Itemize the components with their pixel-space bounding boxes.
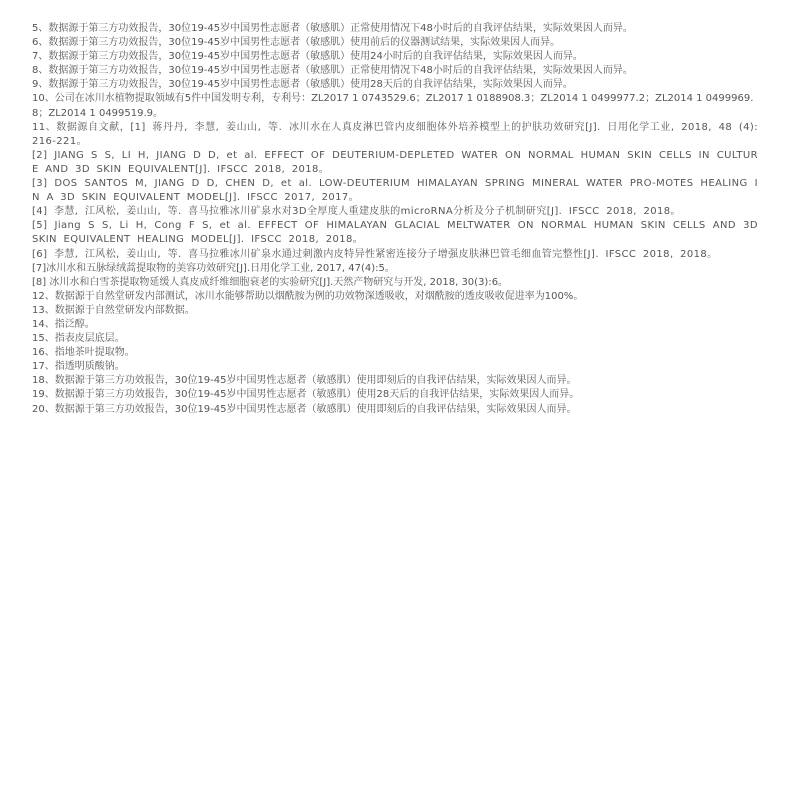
- footnote-13: 13、数据源于自然堂研发内部数据。: [32, 304, 195, 316]
- reference-4: [4] 李慧, 江风松, 姜山山, 等. 喜马拉雅冰川矿泉水对3D全厚度人重建皮肤的microRNA分析及分子机制研究[J]. IFSCC 2018, 2018。: [32, 206, 681, 218]
- footnote-5: 5、数据源于第三方功效报告，30位19-45岁中国男性志愿者（敏感肌）正常使用情况下48小时后的自我评估结果，实际效果因人而异。: [32, 23, 633, 34]
- footnote-18: 18、数据源于第三方功效报告，30位19-45岁中国男性志愿者（敏感肌）使用即刻后的自我评估结果，实际效果因人而异。: [32, 375, 577, 387]
- reference-7: [7]冰川水和五脉绿绒蒿提取物的美容功效研究[J].日用化学工业, 2017, 47(4):5。: [32, 262, 395, 274]
- footnote-10-patents: 10、公司在冰川水植物提取领域有5件中国发明专利，专利号：ZL2017 1 0743529.6；ZL2017 1 0188908.3；ZL2014 1 0499977.2；ZL2014 1 0499969.8；ZL2014 1 0499519.9。: [32, 93, 754, 119]
- reference-2: [2] JIANG S S, LI H, JIANG D D, et al. EFFECT OF DEUTERIUM-DEPLETED WATER ON NORMAL HUMAN SKIN CELLS IN CULTURE AND 3D SKIN EQUIVALENT[J]. IFSCC 2018, 2018。: [32, 149, 758, 175]
- footnote-9: 9、数据源于第三方功效报告，30位19-45岁中国男性志愿者（敏感肌）使用28天后的自我评估结果，实际效果因人而异。: [32, 79, 573, 91]
- reference-3: [3] DOS SANTOS M, JIANG D D, CHEN D, et al. LOW-DEUTERIUM HIMALAYAN SPRING MINERAL WATER PRO-MOTES HEALING IN A 3D SKIN EQUIVALENT MODEL[J]. IFSCC 2017, 2017。: [32, 178, 758, 204]
- footnote-16: 16、指地茶叶提取物。: [32, 347, 135, 359]
- footnote-15: 15、指表皮层底层。: [32, 333, 125, 345]
- footnote-6: 6、数据源于第三方功效报告，30位19-45岁中国男性志愿者（敏感肌）使用前后的仪器测试结果，实际效果因人而异。: [32, 37, 561, 49]
- reference-6: [6] 李慧, 江风松, 姜山山, 等. 喜马拉雅冰川矿泉水通过刺激内皮特异性紧密连接分子增强皮肤淋巴管毛细血管完整性[J]. IFSCC 2018, 2018。: [32, 248, 718, 260]
- footnote-19: 19、数据源于第三方功效报告，30位19-45岁中国男性志愿者（敏感肌）使用28天后的自我评估结果，实际效果因人而异。: [32, 389, 580, 401]
- footnote-list: [32, 22, 758, 417]
- reference-8: [8] 冰川水和白雪茶提取物延缓人真皮成纤维细胞衰老的实验研究[J].天然产物研究与开发, 2018, 30(3):6。: [32, 276, 509, 288]
- footnote-11-reference-1: 11、数据源自文献，[1] 蒋丹丹, 李慧, 姜山山, 等. 冰川水在人真皮淋巴管内皮细胞体外培养模型上的护肤功效研究[J]. 日用化学工业, 2018, 48 (4): 216-221。: [32, 121, 758, 147]
- footnote-14: 14、指泛醇。: [32, 318, 95, 330]
- footnote-20: 20、数据源于第三方功效报告，30位19-45岁中国男性志愿者（敏感肌）使用即刻后的自我评估结果，实际效果因人而异。: [32, 403, 577, 415]
- reference-5: [5] Jiang S S, Li H, Cong F S, et al. EFFECT OF HIMALAYAN GLACIAL MELTWATER ON NORMAL HUMAN SKIN CELLS AND 3D SKIN EQUIVALENT HEALING MODEL[J]. IFSCC 2018, 2018。: [32, 220, 758, 246]
- footnote-12: 12、数据源于自然堂研发内部测试，冰川水能够帮助以烟酰胺为例的功效物深透吸收，对烟酰胺的透皮吸收促进率为100%。: [32, 290, 584, 302]
- footnote-8: 8、数据源于第三方功效报告，30位19-45岁中国男性志愿者（敏感肌）正常使用情况下48小时后的自我评估结果，实际效果因人而异。: [32, 65, 633, 77]
- footnote-17: 17、指透明质酸钠。: [32, 361, 125, 373]
- footnote-7: 7、数据源于第三方功效报告，30位19-45岁中国男性志愿者（敏感肌）使用24小时后的自我评估结果，实际效果因人而异。: [32, 51, 583, 63]
- top-divider: [0, 0, 790, 22]
